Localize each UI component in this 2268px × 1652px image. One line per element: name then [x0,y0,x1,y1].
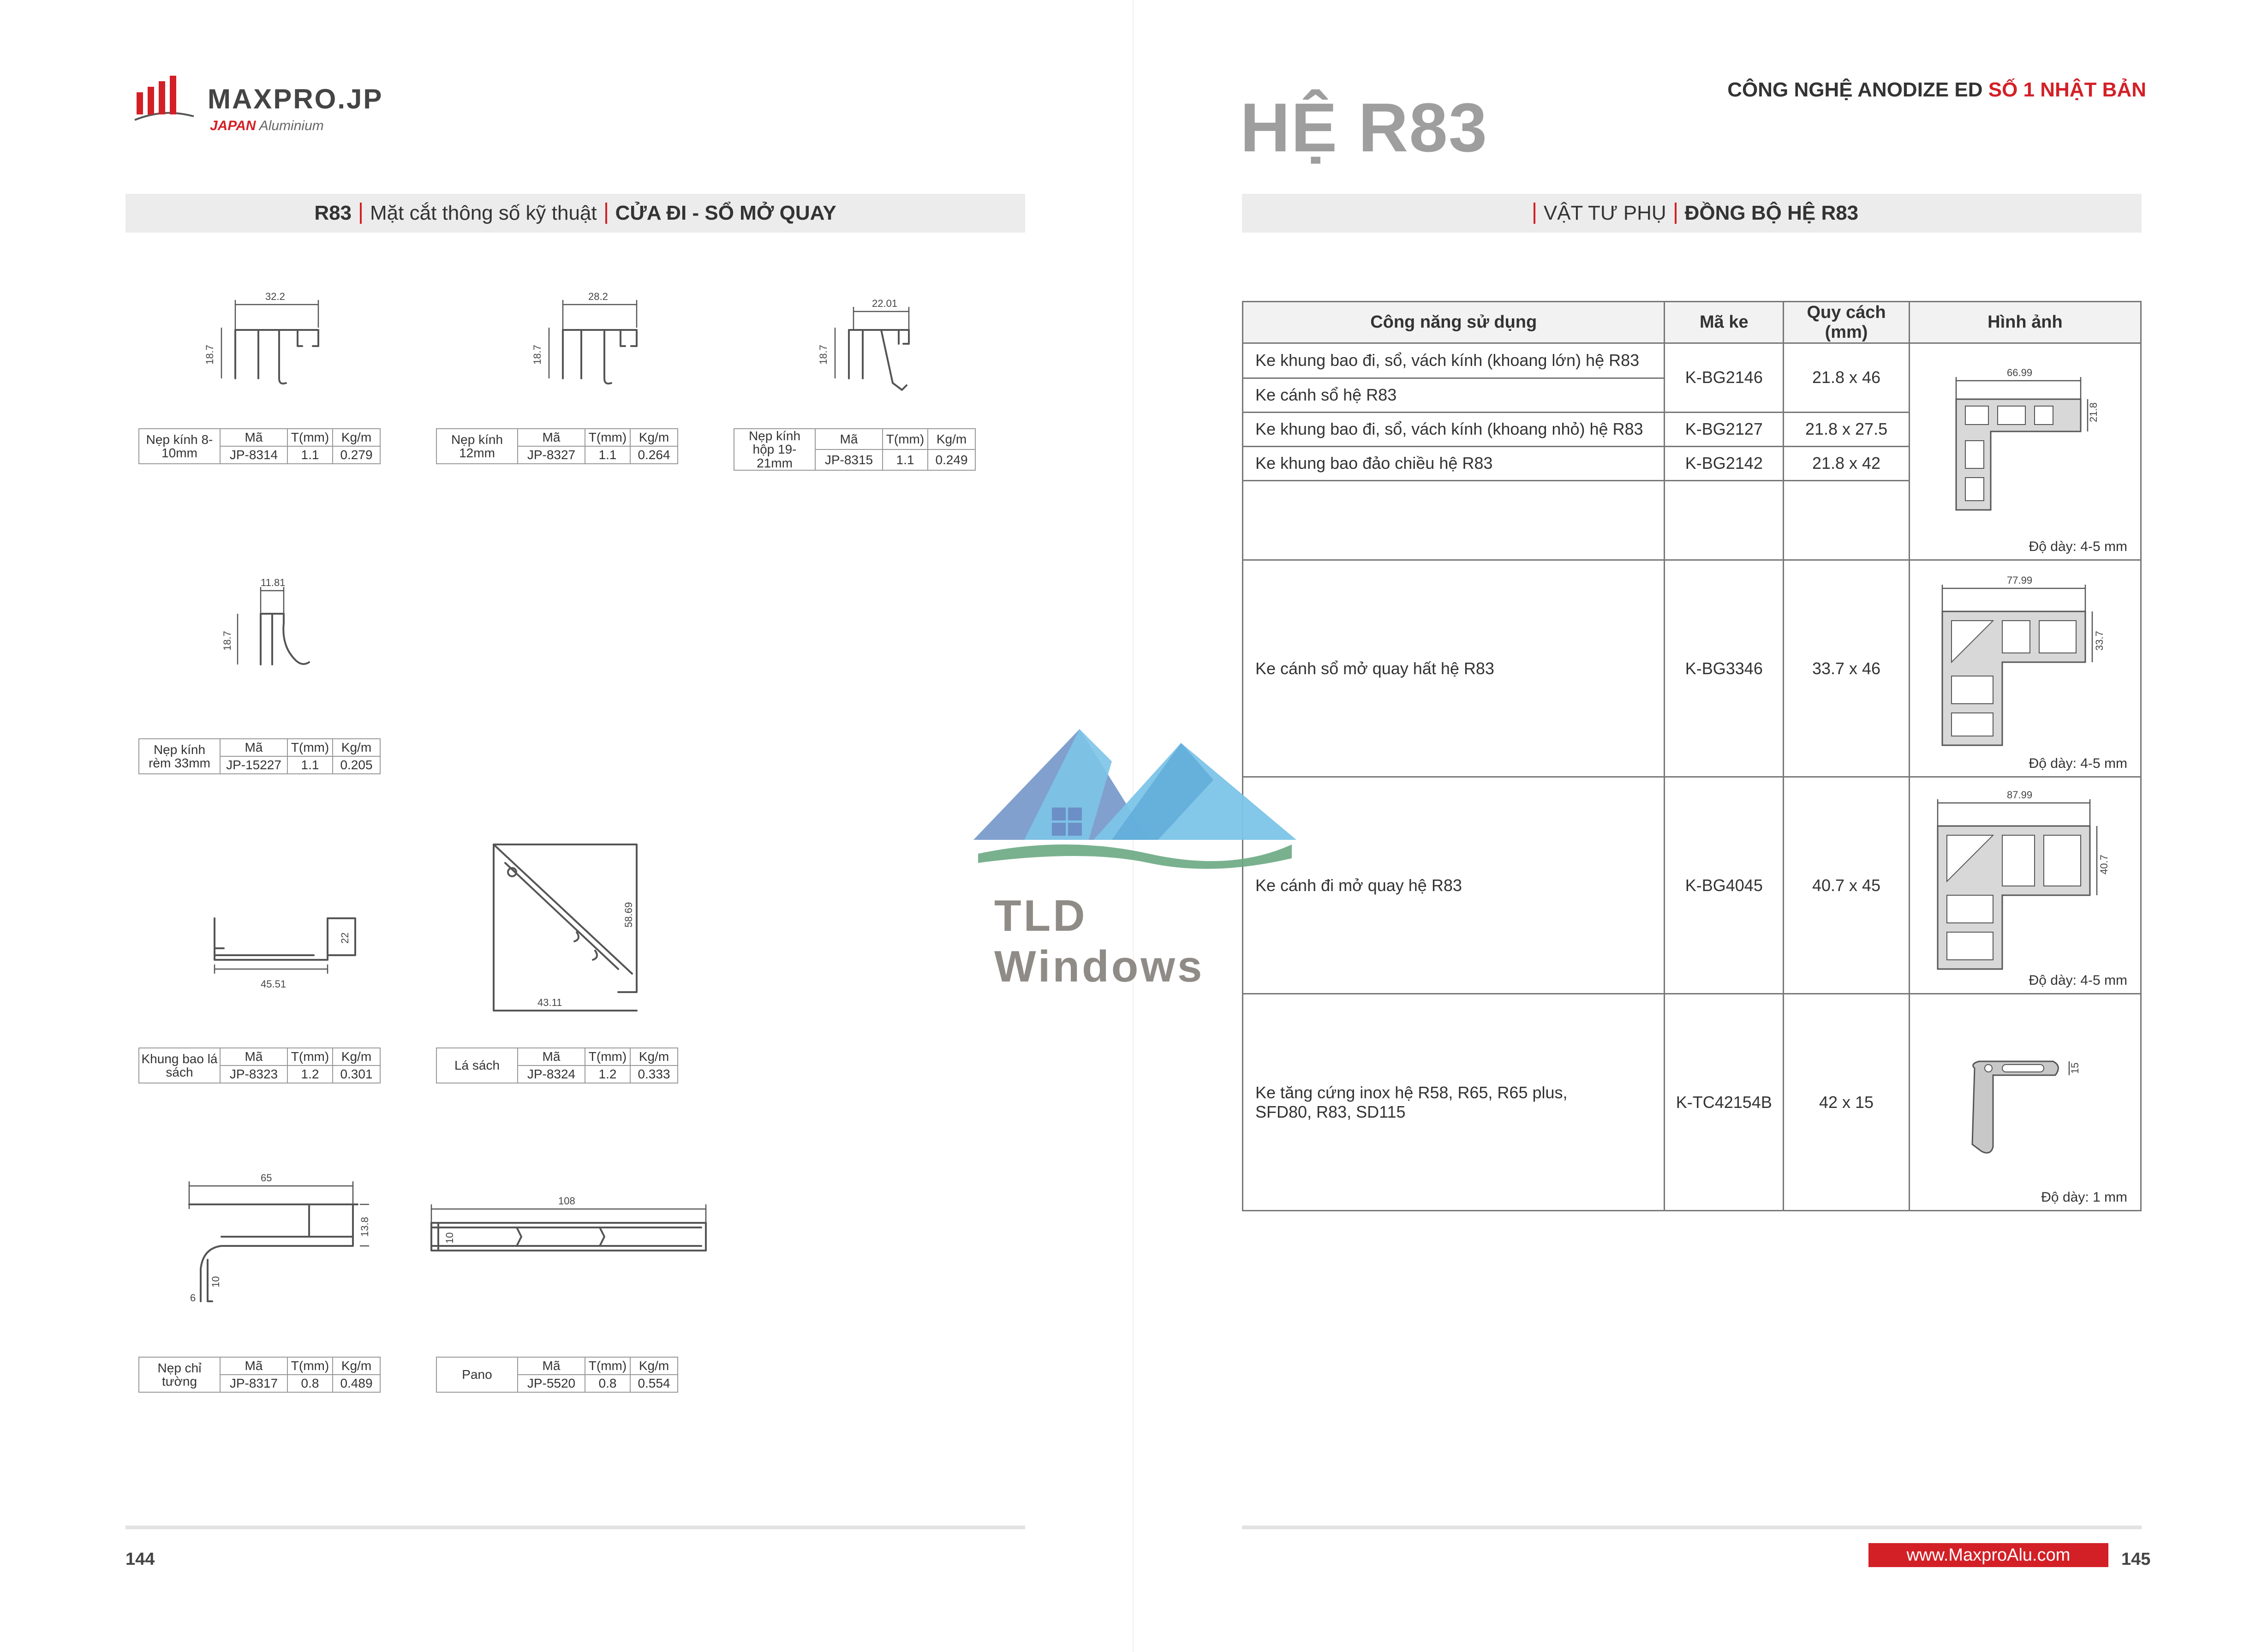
spec-table-jp8327 [436,428,678,464]
use-line: Ke tăng cứng inox hệ R58, R65, R65 plus, [1255,1083,1568,1102]
profile-kg: 0.301 [333,1065,380,1083]
profile-kg: 0.264 [630,446,678,464]
header-code: Mã [220,1357,287,1375]
profile-code: JP-8324 [518,1065,585,1083]
spec-table-jp5520 [436,1357,678,1393]
tagline [1727,78,2146,102]
use-line: Ke cánh sổ hệ R83 [1243,378,1664,412]
profile-kg: 0.205 [333,756,380,774]
header-image: Hình ảnh [1909,302,2141,343]
section-bar-right [1242,194,2142,233]
header-kg: Kg/m [630,429,678,446]
profile-name: Khung bao lá sách [139,1048,220,1083]
thickness-note: Độ dày: 4-5 mm [2029,973,2127,988]
profile-t: 1.2 [287,1065,333,1083]
header-kg: Kg/m [630,1048,678,1065]
profile-code: JP-8323 [220,1065,287,1083]
dim-height: 15 [2069,1062,2081,1074]
size-cell: 42 x 15 [1784,994,1910,1211]
profile-drawing-jp8327 [531,286,660,392]
system-title: HỆ R83 [1240,89,1488,166]
dim-height: 33.7 [2093,631,2105,651]
profile-name: Nẹp kính 8-10mm [139,429,220,464]
profile-kg: 0.554 [630,1375,678,1392]
section-separator [1534,203,1535,224]
dim-width: 66.99 [2006,367,2032,378]
dim-width: 11.81 [261,577,286,588]
dim-height: 21.8 [2087,402,2099,422]
header-kg: Kg/m [333,1357,380,1375]
profile-drawing-jp8314 [203,286,332,392]
dim-a: 10 [210,1276,221,1287]
profile-drawing-jp8323 [203,904,369,997]
section-left: VẬT TƯ PHỤ [1543,202,1666,224]
thickness-note: Độ dày: 1 mm [2041,1190,2127,1205]
table-row [1243,994,2141,1211]
header-code: Mã [518,1357,585,1375]
profile-kg: 0.333 [630,1065,678,1083]
use-cell: Ke cánh đi mở quay hệ R83 [1243,777,1665,994]
header-kg: Kg/m [333,429,380,446]
size-cell: 40.7 x 45 [1784,777,1910,994]
profile-t: 1.1 [287,446,333,464]
size-value: 21.8 x 46 [1784,344,1909,412]
dim-height: 18.7 [221,631,233,651]
header-code: Mã ke [1665,302,1784,343]
dim-width: 32.2 [265,291,285,302]
brand-subtitle [210,118,324,134]
watermark-text: TLD Windows [994,891,1205,991]
page-number-left: 144 [125,1550,155,1569]
use-line: Ke khung bao đi, sổ, vách kính (khoang lớn) hệ R83 [1243,344,1664,378]
profile-code: JP-8315 [815,449,883,470]
header-t: T(mm) [585,1048,630,1065]
code-blank [1665,480,1783,559]
section-middle: Mặt cắt thông số kỹ thuật [370,202,597,224]
header-code: Mã [220,429,287,446]
brand-logo [130,74,195,127]
dim-width: 108 [558,1195,575,1207]
use-line: Ke khung bao đảo chiều hệ R83 [1243,446,1664,480]
header-kg: Kg/m [333,1048,380,1065]
dim-width: 28.2 [588,291,608,302]
dim-width: 45.51 [261,978,286,990]
header-t: T(mm) [585,1357,630,1375]
code-value: K-BG2127 [1665,412,1783,446]
dim-height: 18.7 [531,345,543,365]
maxpro-logo-icon [130,74,195,125]
dim-b: 6 [190,1292,196,1304]
spec-table-jp8323 [138,1047,381,1083]
corner-bracket-drawing [1928,784,2122,978]
image-cell [1909,994,2141,1211]
spec-table-jp15227 [138,738,381,774]
profile-drawing-jp8317 [175,1167,388,1315]
dim-width: 87.99 [2006,789,2032,801]
watermark-mountains-icon [973,724,1306,877]
section-separator [1675,203,1677,224]
profile-drawing-jp8324 [480,835,646,1020]
code-cell: K-BG4045 [1665,777,1784,994]
code-value: K-BG2142 [1665,446,1783,480]
spec-table-jp8317 [138,1357,381,1393]
thickness-note: Độ dày: 4-5 mm [2029,539,2127,554]
footer-line-left [125,1526,1025,1529]
use-line: Ke khung bao đi, sổ, vách kính (khoang nhỏ) hệ R83 [1243,412,1664,446]
profile-t: 1.1 [287,756,333,774]
header-code: Mã [220,1048,287,1065]
spec-table-jp8314 [138,428,381,464]
image-cell [1909,777,2141,994]
header-t: T(mm) [287,429,333,446]
profile-t: 1.2 [585,1065,630,1083]
code-cell [1665,343,1784,560]
profile-t: 0.8 [287,1375,333,1392]
profile-t: 0.8 [585,1375,630,1392]
profile-code: JP-15227 [220,756,287,774]
use-blank [1243,480,1664,559]
header-t: T(mm) [287,1048,333,1065]
table-row [1243,777,2141,994]
tagline-black: CÔNG NGHỆ ANODIZE ED [1727,78,1983,101]
website-link[interactable]: www.MaxproAlu.com [1868,1543,2108,1567]
header-code: Mã [815,429,883,449]
profile-kg: 0.249 [928,449,975,470]
code-cell: K-BG3346 [1665,560,1784,777]
profile-t: 1.1 [585,446,630,464]
use-cell [1243,343,1665,560]
profile-name: Lá sách [436,1048,518,1083]
tagline-red: SỐ 1 NHẬT BẢN [1988,78,2146,101]
header-code: Mã [518,429,585,446]
profile-t: 1.1 [883,449,928,470]
section-separator [360,203,362,224]
dim-height: 18.7 [818,345,829,365]
profile-name: Nẹp kính hộp 19-21mm [734,429,815,470]
profile-drawing-jp5520 [424,1191,720,1274]
profile-drawing-jp8315 [817,286,937,397]
parts-header-row [1243,302,2141,343]
profile-name: Nẹp chỉ tường [139,1357,220,1392]
header-code: Mã [518,1048,585,1065]
dim-width: 43.11 [537,997,562,1008]
corner-bracket-drawing [1933,570,2118,754]
spec-table-jp8315 [734,428,976,471]
use-cell [1243,994,1665,1211]
profile-name: Nẹp kính rèm 33mm [139,739,220,774]
profile-name: Pano [436,1357,518,1392]
dim-height: 22 [339,932,351,944]
dim-width: 77.99 [2006,575,2032,586]
table-row [1243,560,2141,777]
header-t: T(mm) [585,429,630,446]
spec-table-jp8324 [436,1047,678,1083]
use-cell: Ke cánh sổ mở quay hất hệ R83 [1243,560,1665,777]
stainless-bracket-drawing [1961,1054,2108,1174]
header-t: T(mm) [287,739,333,756]
profile-drawing-jp15227 [217,577,323,683]
section-right: ĐỒNG BỘ HỆ R83 [1684,202,1859,224]
header-t: T(mm) [287,1357,333,1375]
dim-width: 65 [261,1172,272,1184]
size-value: 21.8 x 27.5 [1784,412,1909,446]
size-value: 21.8 x 42 [1784,446,1909,480]
image-cell [1909,560,2141,777]
page-number-right: 145 [2121,1550,2151,1569]
section-separator [605,203,607,224]
profile-name: Nẹp kính 12mm [436,429,518,464]
header-kg: Kg/m [630,1357,678,1375]
footer-line-right [1242,1526,2142,1529]
table-row [1243,343,2141,560]
dim-width: 22.01 [872,298,898,309]
header-code: Mã [220,739,287,756]
profile-kg: 0.279 [333,446,380,464]
parts-table [1242,301,2142,1211]
code-value: K-BG2146 [1665,344,1783,412]
code-cell: K-TC42154B [1665,994,1784,1211]
section-system: R83 [314,202,352,224]
dim-height: 18.7 [204,345,215,365]
header-kg: Kg/m [333,739,380,756]
profile-code: JP-8327 [518,446,585,464]
corner-bracket-drawing [1947,362,2113,538]
header-kg: Kg/m [928,429,975,449]
brand-sub-rest: Aluminium [259,118,324,133]
profile-code: JP-8314 [220,446,287,464]
size-cell: 33.7 x 46 [1784,560,1910,777]
thickness-note: Độ dày: 4-5 mm [2029,756,2127,771]
size-cell [1784,343,1910,560]
use-line: SFD80, R83, SD115 [1255,1102,1406,1121]
dim-height: 58.69 [623,902,634,928]
image-cell [1909,343,2141,560]
header-use: Công năng sử dụng [1243,302,1665,343]
size-blank [1784,480,1909,559]
brand-sub-red: JAPAN [210,118,256,133]
section-right: CỬA ĐI - SỔ MỞ QUAY [615,202,836,224]
brand-name: MAXPRO.JP [208,84,383,114]
header-t: T(mm) [883,429,928,449]
watermark [973,724,1306,991]
profile-kg: 0.489 [333,1375,380,1392]
header-size: Quy cách (mm) [1784,302,1910,343]
profile-code: JP-8317 [220,1375,287,1392]
dim-height: 10 [444,1232,455,1244]
dim-height: 40.7 [2098,855,2110,874]
profile-code: JP-5520 [518,1375,585,1392]
dim-height: 13.8 [359,1217,370,1237]
section-bar-left [125,194,1025,233]
